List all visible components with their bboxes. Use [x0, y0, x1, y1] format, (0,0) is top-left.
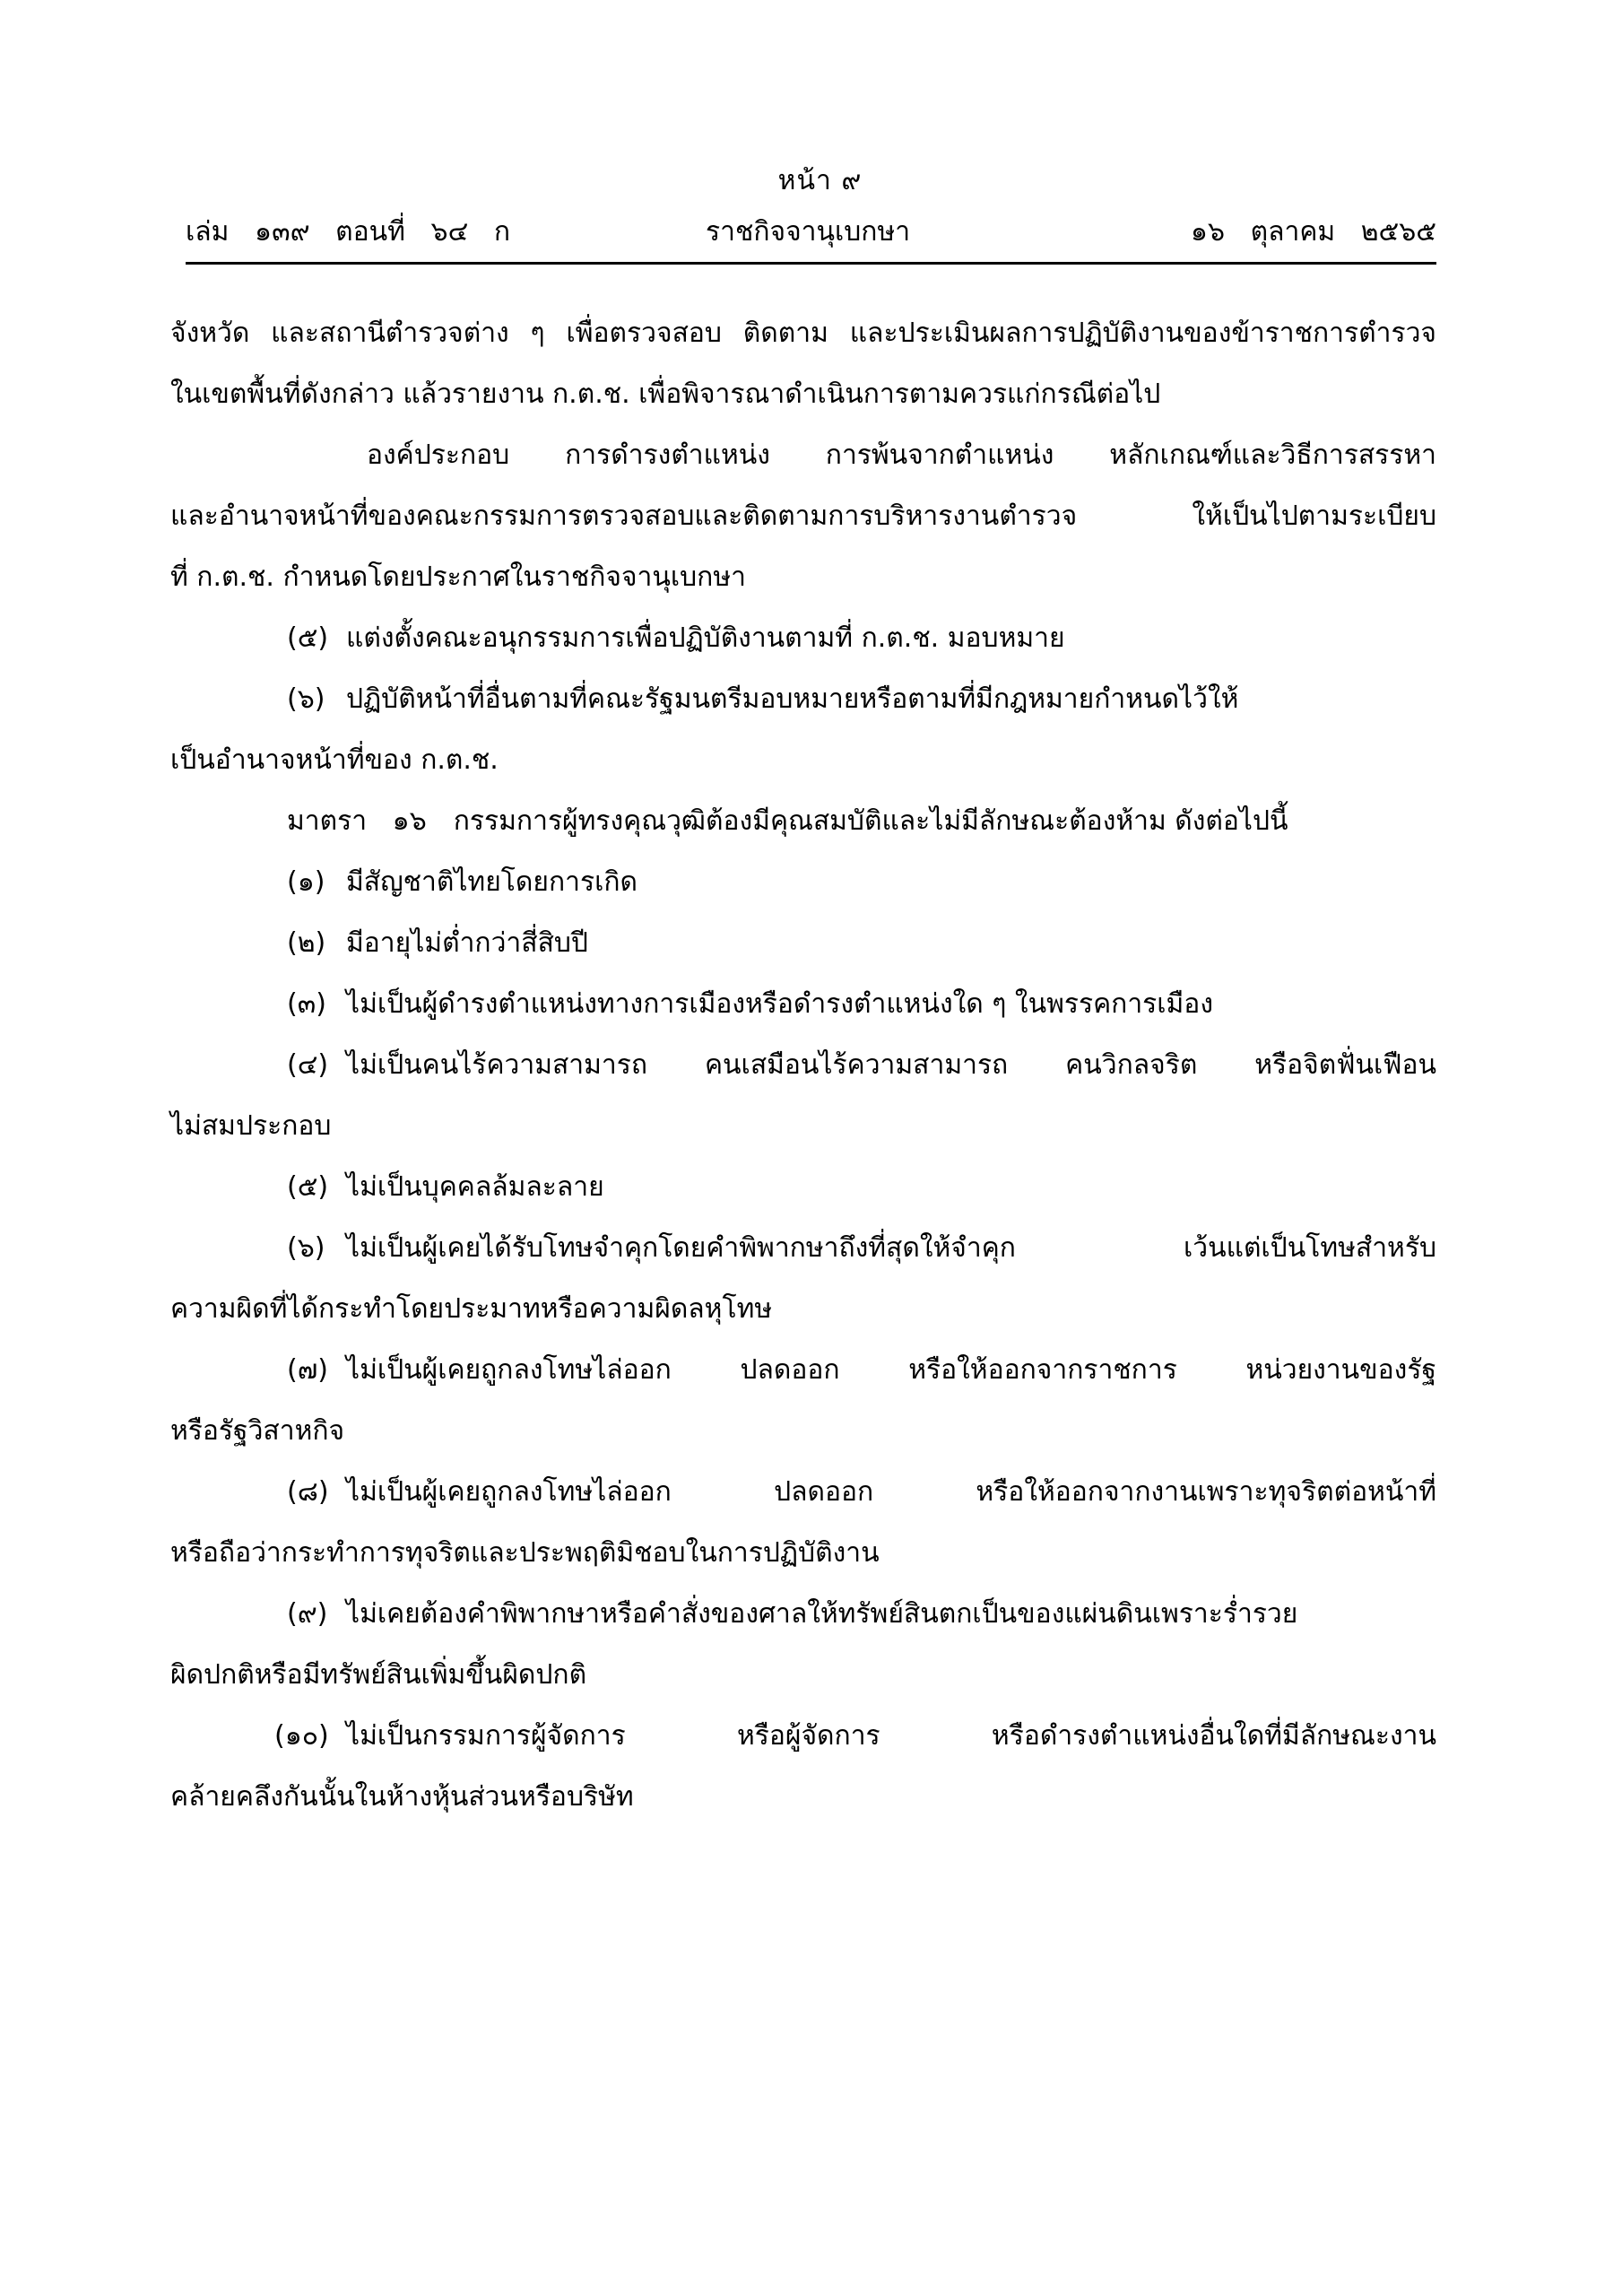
- section-text: กรรมการผู้ทรงคุณวุฒิต้องมีคุณสมบัติและไม่มีลักษณะต้องห้าม ดังต่อไปนี้: [453, 805, 1288, 837]
- duty-item-6: [170, 673, 1436, 734]
- publication-title: ราชกิจจานุเบกษา: [706, 216, 911, 248]
- item-number: (๕): [287, 622, 329, 654]
- qualification-item-7: [170, 1344, 1436, 1405]
- item-number: (๒): [287, 927, 326, 959]
- qualification-item-5: [170, 1161, 1436, 1222]
- document-body: [170, 307, 1436, 1831]
- item-number: (๑๐): [274, 1720, 329, 1752]
- item-text: มีสัญชาติไทยโดยการเกิด: [346, 866, 638, 898]
- header-divider: [186, 262, 1436, 265]
- text-line: จังหวัด และสถานีตำรวจต่าง ๆ เพื่อตรวจสอบ ติดตาม และประเมินผลการปฏิบัติงานของข้าราชการตำรวจ: [170, 317, 1436, 349]
- item-number: (๔): [287, 1049, 329, 1081]
- paragraph-composition: องค์ประกอบ การดำรงตำแหน่ง การพ้นจากตำแหน่ง หลักเกณฑ์และวิธีการสรรหา: [367, 439, 1436, 471]
- page-number: หน้า ๙: [777, 165, 863, 196]
- publication-date: ๑๖ ตุลาคม ๒๕๖๕: [1190, 216, 1436, 248]
- running-header: [186, 213, 1436, 252]
- text-line: ที่ ก.ต.ช. กำหนดโดยประกาศในราชกิจจานุเบกษา: [170, 561, 746, 593]
- item-number: (๓): [287, 988, 326, 1020]
- text-line: ความผิดที่ได้กระทำโดยประมาทหรือความผิดลหุโทษ: [170, 1293, 773, 1325]
- item-number: (๖): [287, 1232, 325, 1264]
- item-text: ไม่เป็นคนไร้ความสามารถ คนเสมือนไร้ความสามารถ คนวิกลจริต หรือจิตฟั่นเฟือน: [346, 1049, 1436, 1081]
- qualification-item-6: [170, 1222, 1436, 1283]
- text-line: ไม่สมประกอบ: [170, 1110, 332, 1142]
- item-number: (๖): [287, 683, 325, 715]
- section-label: มาตรา ๑๖: [287, 805, 427, 837]
- item-text: ไม่เป็นผู้เคยถูกลงโทษไล่ออก ปลดออก หรือให้ออกจากราชการ หน่วยงานของรัฐ: [346, 1354, 1436, 1386]
- item-number: (๗): [287, 1354, 328, 1386]
- item-text: ปฏิบัติหน้าที่อื่นตามที่คณะรัฐมนตรีมอบหมายหรือตามที่มีกฎหมายกำหนดไว้ให้: [346, 683, 1239, 715]
- volume-issue: เล่ม ๑๓๙ ตอนที่ ๖๔ ก: [186, 216, 511, 248]
- duty-item-5: [170, 612, 1436, 673]
- item-number: (๑): [287, 866, 325, 898]
- item-number: (๕): [287, 1171, 329, 1203]
- qualification-item-8: [170, 1465, 1436, 1526]
- item-number: (๙): [287, 1598, 328, 1630]
- qualification-item-3: [170, 978, 1436, 1039]
- item-text: ไม่เป็นกรรมการผู้จัดการ หรือผู้จัดการ หรือดำรงตำแหน่งอื่นใดที่มีลักษณะงาน: [346, 1720, 1436, 1752]
- section-16-heading: [170, 795, 1436, 856]
- item-text: มีอายุไม่ต่ำกว่าสี่สิบปี: [346, 927, 588, 959]
- qualification-item-1: [170, 856, 1436, 917]
- text-line: คล้ายคลึงกันนั้นในห้างหุ้นส่วนหรือบริษัท: [170, 1781, 634, 1813]
- qualification-item-2: [170, 917, 1436, 978]
- item-text: ไม่เป็นผู้ดำรงตำแหน่งทางการเมืองหรือดำรงตำแหน่งใด ๆ ในพรรคการเมือง: [346, 988, 1213, 1020]
- text-line: ผิดปกติหรือมีทรัพย์สินเพิ่มขึ้นผิดปกติ: [170, 1659, 587, 1691]
- item-number: (๘): [287, 1476, 329, 1508]
- text-line: ในเขตพื้นที่ดังกล่าว แล้วรายงาน ก.ต.ช. เพื่อพิจารณาดำเนินการตามควรแก่กรณีต่อไป: [170, 378, 1161, 410]
- text-line: หรือถือว่ากระทำการทุจริตและประพฤติมิชอบในการปฏิบัติงาน: [170, 1537, 880, 1569]
- item-text: ไม่เป็นบุคคลล้มละลาย: [346, 1171, 604, 1203]
- qualification-item-10: [170, 1709, 1436, 1770]
- item-text: ไม่เคยต้องคำพิพากษาหรือคำสั่งของศาลให้ทรัพย์สินตกเป็นของแผ่นดินเพราะร่ำรวย: [346, 1598, 1298, 1630]
- item-text: ไม่เป็นผู้เคยถูกลงโทษไล่ออก ปลดออก หรือให้ออกจากงานเพราะทุจริตต่อหน้าที่: [346, 1476, 1436, 1508]
- qualification-item-4: [170, 1039, 1436, 1100]
- item-text: แต่งตั้งคณะอนุกรรมการเพื่อปฏิบัติงานตามที่ ก.ต.ช. มอบหมาย: [346, 622, 1065, 654]
- item-text: ไม่เป็นผู้เคยได้รับโทษจำคุกโดยคำพิพากษาถึงที่สุดให้จำคุก เว้นแต่เป็นโทษสำหรับ: [346, 1232, 1436, 1264]
- qualification-item-9: [170, 1587, 1436, 1648]
- text-line: เป็นอำนาจหน้าที่ของ ก.ต.ช.: [170, 744, 499, 776]
- text-line: หรือรัฐวิสาหกิจ: [170, 1415, 345, 1447]
- text-line: และอำนาจหน้าที่ของคณะกรรมการตรวจสอบและติดตามการบริหารงานตำรวจ ให้เป็นไปตามระเบียบ: [170, 500, 1436, 532]
